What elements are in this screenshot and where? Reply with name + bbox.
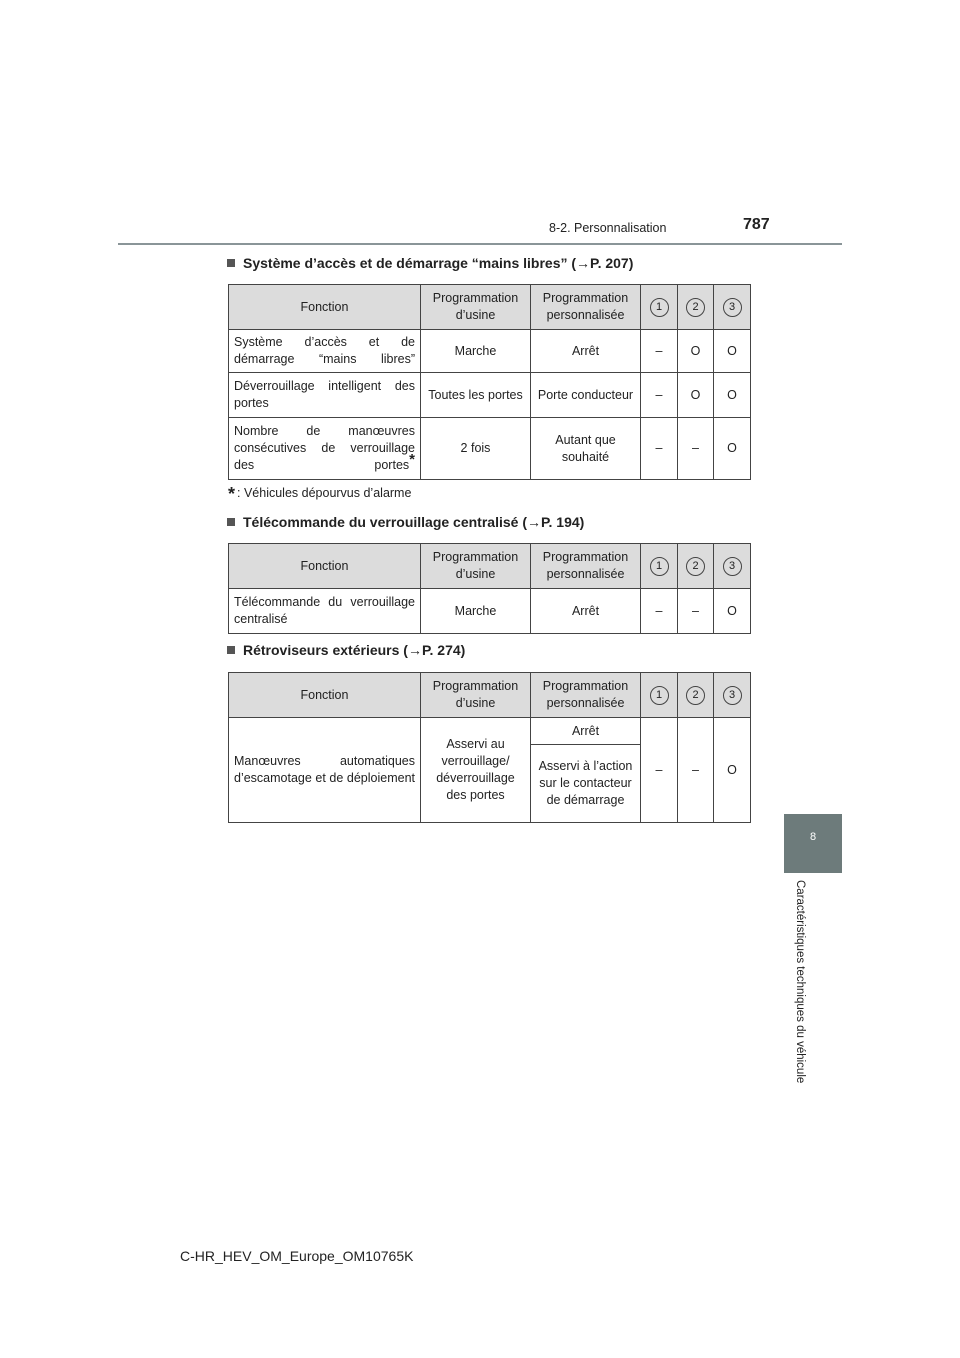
section-heading-1 — [227, 255, 633, 271]
table-row — [229, 589, 751, 634]
cell-perso: Autant que souhaité — [531, 418, 641, 480]
settings-table-3 — [228, 672, 751, 823]
header-col-3 — [714, 285, 751, 330]
cell-c3: O — [714, 418, 751, 480]
cell-fonction-text: Nombre de manœuvres consécutives de verrouillage des portes — [234, 424, 415, 472]
cell-c1: – — [641, 373, 678, 418]
settings-table-1 — [228, 284, 751, 480]
header-fonction: Fonction — [229, 285, 421, 330]
page-number: 787 — [743, 216, 770, 233]
settings-table-2 — [228, 543, 751, 634]
header-col-2 — [678, 285, 714, 330]
table-row — [229, 718, 751, 745]
header-perso: Programmation personnalisée — [531, 285, 641, 330]
cell-fonction: Déverrouillage intelligent des portes — [229, 373, 421, 418]
table-header-row — [229, 673, 751, 718]
cell-fonction: Manœuvres automatiques d’escamotage et de déploiement — [229, 718, 421, 823]
circled-2-icon: 2 — [686, 557, 705, 576]
header-usine: Programmation d’usine — [421, 285, 531, 330]
section-heading-2 — [227, 514, 584, 530]
section-heading-3 — [227, 642, 465, 658]
footnote-star: * — [228, 484, 236, 504]
cell-c2: O — [678, 330, 714, 373]
header-col-1 — [641, 544, 678, 589]
header-perso: Programmation personnalisée — [531, 673, 641, 718]
circled-2-icon: 2 — [686, 298, 705, 317]
cell-perso: Arrêt — [531, 330, 641, 373]
bullet-square-icon — [227, 518, 235, 526]
cell-c3: O — [714, 330, 751, 373]
cell-perso: Porte conducteur — [531, 373, 641, 418]
header-rule — [118, 243, 842, 245]
section-heading-text: Système d’accès et de démarrage “mains libres” (→P. 207) — [243, 255, 634, 271]
cell-fonction — [229, 418, 421, 480]
table-header-row — [229, 544, 751, 589]
circled-3-icon: 3 — [723, 686, 742, 705]
cell-c2: – — [678, 418, 714, 480]
circled-3-icon: 3 — [723, 298, 742, 317]
document-code: C-HR_HEV_OM_Europe_OM10765K — [180, 1248, 414, 1264]
cell-perso: Arrêt — [531, 589, 641, 634]
cell-usine: Toutes les portes — [421, 373, 531, 418]
cell-c3: O — [714, 373, 751, 418]
bullet-square-icon — [227, 259, 235, 267]
header-fonction: Fonction — [229, 673, 421, 718]
cell-usine: 2 fois — [421, 418, 531, 480]
header-col-3 — [714, 673, 751, 718]
cell-c3: O — [714, 718, 751, 823]
cell-c1: – — [641, 718, 678, 823]
chapter-tab: 8 — [784, 814, 842, 873]
cell-usine: Marche — [421, 589, 531, 634]
circled-2-icon: 2 — [686, 686, 705, 705]
header-col-1 — [641, 285, 678, 330]
circled-1-icon: 1 — [650, 557, 669, 576]
table-row — [229, 418, 751, 480]
footnote-text: : Véhicules dépourvus d’alarme — [237, 486, 412, 500]
cell-c2: – — [678, 589, 714, 634]
table-header-row — [229, 285, 751, 330]
header-col-1 — [641, 673, 678, 718]
section-heading-text: Rétroviseurs extérieurs (→P. 274) — [243, 642, 466, 658]
circled-1-icon: 1 — [650, 298, 669, 317]
cell-usine: Asservi au verrouillage/ déverrouillage des portes — [421, 718, 531, 823]
section-heading-text: Télécommande du verrouillage centralisé (→P. 194) — [243, 514, 585, 530]
section-title: 8-2. Personnalisation — [549, 221, 667, 235]
cell-c2: O — [678, 373, 714, 418]
cell-perso: Asservi à l’action sur le contacteur de démarrage — [531, 745, 641, 823]
header-col-2 — [678, 673, 714, 718]
cell-c2: – — [678, 718, 714, 823]
footnote — [228, 484, 411, 505]
header-fonction: Fonction — [229, 544, 421, 589]
cell-fonction: Télécommande du verrouillage centralisé — [229, 589, 421, 634]
chapter-label: Caractéristiques techniques du véhicule — [794, 880, 806, 1084]
cell-perso: Arrêt — [531, 718, 641, 745]
table-row — [229, 330, 751, 373]
header-perso: Programmation personnalisée — [531, 544, 641, 589]
cell-fonction: Système d’accès et de démarrage “mains libres” — [229, 330, 421, 373]
circled-1-icon: 1 — [650, 686, 669, 705]
header-usine: Programmation d’usine — [421, 673, 531, 718]
circled-3-icon: 3 — [723, 557, 742, 576]
table-row — [229, 373, 751, 418]
footnote-marker: * — [409, 450, 415, 468]
cell-c1: – — [641, 418, 678, 480]
header-usine: Programmation d’usine — [421, 544, 531, 589]
cell-c1: – — [641, 330, 678, 373]
bullet-square-icon — [227, 646, 235, 654]
cell-c1: – — [641, 589, 678, 634]
cell-usine: Marche — [421, 330, 531, 373]
header-col-2 — [678, 544, 714, 589]
header-col-3 — [714, 544, 751, 589]
cell-c3: O — [714, 589, 751, 634]
